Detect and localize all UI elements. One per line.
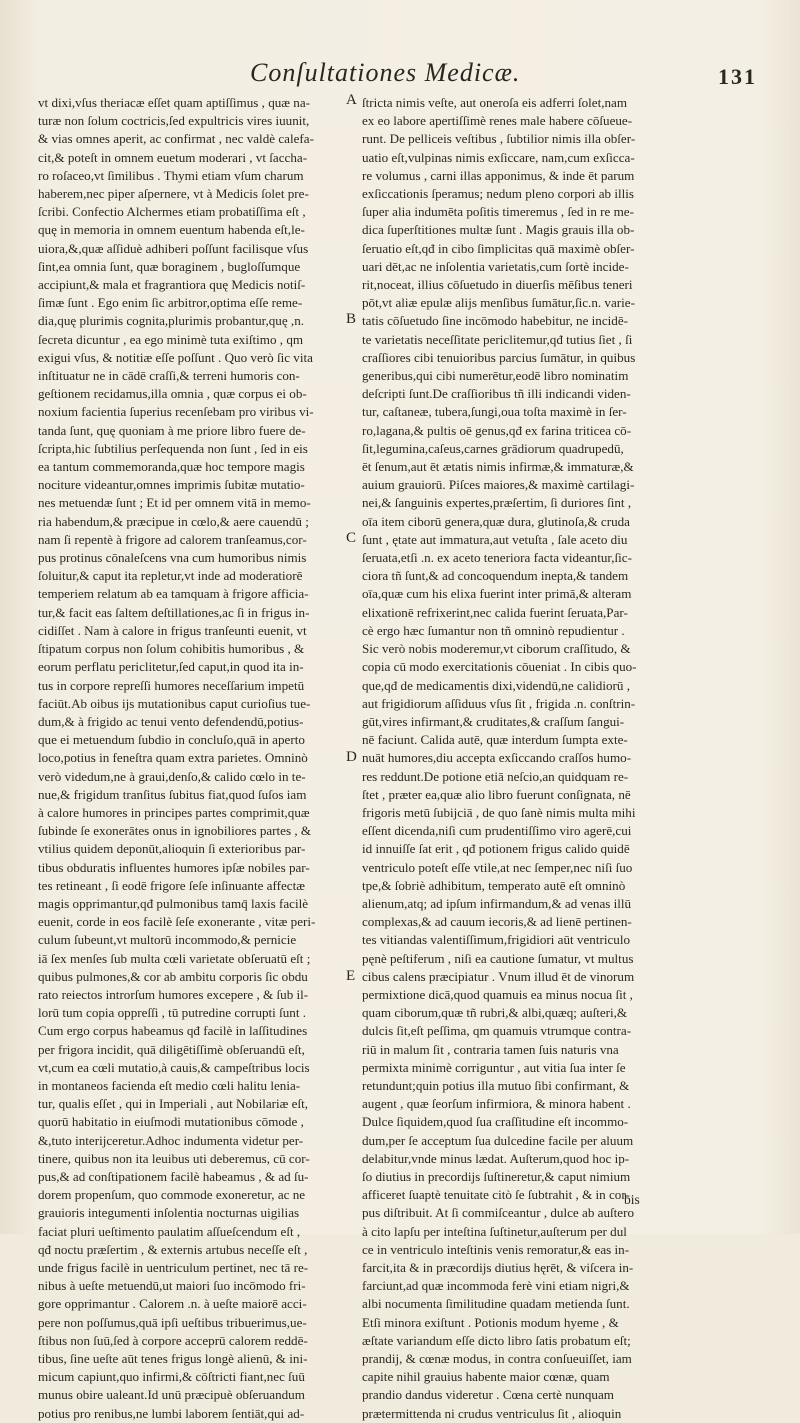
text-line: per frigora incidit, quā diligētiſſimè obſeruandū eſt,: [38, 1041, 305, 1057]
text-line: ēt ſenum,aut ēt ætatis nimis infirmæ,& immaturæ,&: [362, 459, 634, 475]
text-line: ſecreta dicuntur , ea ego minimè tuta exiſtimo , qm: [38, 331, 304, 347]
text-line: prætermittenda ni crudus ventriculus ſit , alioquin: [362, 1405, 622, 1421]
text-line: prandij, & cœnæ modus, in contra conſueuiſſet, iam: [362, 1351, 632, 1367]
text-line: dulcis ſit,eſt peſſima, qm quamuis vtrumque contra-: [362, 1023, 632, 1039]
text-line: ea tantum commemoranda,quæ hoc tempore magis: [38, 459, 305, 475]
text-line: Cum ergo corpus habeamus qđ facilè in laſſitudines: [38, 1023, 308, 1039]
text-line: micum capiunt,quo infirmi,& cōſtricti fiant,nec ſuū: [38, 1369, 305, 1385]
text-line: &,tuto interijceretur.Adhoc indumenta videtur per-: [38, 1132, 304, 1148]
text-line: in montaneos facienda eſt medio cœli halitu lenia-: [38, 1077, 301, 1093]
text-line: tus in corpore repreſſi humores neceſſarium impetū: [38, 677, 305, 693]
text-line: ſo diutius in precordijs ſuſtineretur,& caput nimium: [362, 1168, 631, 1184]
text-line: cibus calens præcipiatur . Vnum illud ēt de vinorum: [362, 968, 635, 984]
text-line: ſunt , ętate aut immatura,aut vetuſta , ſale aceto diu: [362, 531, 628, 547]
text-line: uiora,&,quæ aſſiduè adhiberi poſſunt facilisque vſus: [38, 240, 309, 256]
text-line: nibus à ueſte metuendū,ut maiori ſuo incōmodo fri-: [38, 1278, 306, 1294]
text-line: ſeruata,etſi .n. ex aceto teneriora facta videantur,ſic-: [362, 550, 632, 566]
text-line: pus protinus cōnaleſcens vna cum humoribus nimis: [38, 550, 307, 566]
text-line: potius pro renibus,ne lumbi laborem ſentiāt,qui ad-: [38, 1405, 305, 1421]
text-line: ro roſaceo,vt ſimilibus . Thymi etiam vſum charum: [38, 167, 304, 183]
text-line: pōt,vt aliæ epulæ alijs menſibus ſumātur,ſic.n. varie-: [362, 295, 635, 311]
text-line: ſeruatio eſt,qđ in cibo ſimplicitas quā maximè obſer-: [362, 240, 635, 256]
text-line: pus,& ad conſtipationem facilè habeamus , & ad ſu-: [38, 1168, 309, 1184]
text-line: haberem,nec piper aſpernere, vt à Medicis ſolet pre-: [38, 186, 309, 202]
text-line: oīa,quæ cum his elixa fuerint inter primā,& alteram: [362, 586, 632, 602]
text-line: eorum perflatu periclitetur,ſed caput,in quod ita in-: [38, 659, 304, 675]
text-line: dica ſuperſtitiones multæ ſunt . Magis grauis illa ob-: [362, 222, 635, 238]
catchword: bis: [624, 1192, 640, 1207]
text-line: ventriculo poteſt eſſe vtile,at nec ſemper,nec niſi ſuo: [362, 859, 633, 875]
text-line: auium grauiorū. Piſces maiores,& maximè cartilagi-: [362, 477, 635, 493]
text-line: Dulce ſiquidem,quod ſua craſſitudine eſt incommo-: [362, 1114, 629, 1130]
text-line: ſtricta nimis veſte, aut oneroſa eis adferri ſolet,nam: [362, 95, 628, 110]
text-line: Sic verò nobis moderemur,vt ciborum craſſitudo, &: [362, 641, 631, 657]
text-line: aut frigidiorum aſſiduus vſus ſit , frigida .n. conſtrin-: [362, 695, 636, 711]
text-line: turæ non ſolum coctricis,ſed expultricis vires iuunit,: [38, 113, 310, 129]
text-line: tatis cōſuetudo ſine incōmodo habebitur, ne incidē-: [362, 313, 629, 329]
text-line: loco,potius in feneſtra quam extra parietes. Omninò: [38, 750, 308, 766]
text-line: dum,& à frigido ac tenui vento defendendū,potius-: [38, 713, 304, 729]
text-line: à calore humores in principes partes comprimit,quæ: [38, 804, 310, 820]
text-line: dorem propenſum, quo commode exoneretur, ac ne: [38, 1187, 306, 1203]
section-marker-b: B: [346, 311, 357, 327]
text-line: farciunt,ad quæ incommoda ferè vini etiam nigri,&: [362, 1278, 630, 1294]
text-line: tpe,& ſobriè adhibitum, temperato autē eſt omninò: [362, 877, 626, 893]
text-line: tanda ſunt, quę quoniam à me priore libro fuere de-: [38, 422, 306, 438]
text-line: magis opprimantur,qđ pulmonibus tamq̄ laxis facilè: [38, 895, 309, 911]
text-line: quę in memoria in omnem euentum habenda eſt,le-: [38, 222, 305, 238]
page-number: 131: [718, 64, 757, 89]
text-line: ro,lagana,& pultis oē genus,qđ ex farina triticea cō-: [362, 422, 632, 438]
text-line: nuāt humores,diu accepta exſiccando craſſos humo-: [362, 750, 632, 766]
text-line: albi nocumenta ſimilitudine quadam metienda ſunt.: [362, 1296, 630, 1312]
section-marker-e: E: [346, 968, 356, 984]
text-line: augent , quæ ſeorſum infirmiora, & minora habent .: [362, 1096, 631, 1112]
text-line: ſubinde ſe exonerātes onus in ignobiliores partes , &: [38, 823, 312, 839]
text-line: iā ſex menſes ſub multa cœli varietate obſeruatū eſt ;: [38, 950, 311, 966]
section-marker-d: D: [346, 749, 357, 765]
text-line: ſimæ ſunt . Ego enim ſic arbitror,optima eſſe reme-: [38, 295, 303, 311]
section-marker-c: C: [346, 530, 357, 546]
text-line: oīa item ciborū genera,quæ dura, glutinoſa,& cruda: [362, 513, 630, 529]
text-line: nes metuendæ ſunt ; Et id per omnem vitā in memo-: [38, 495, 311, 511]
text-line: tur, qualis eſſet , qui in Imperiali , aut Nobilariæ eſt,: [38, 1096, 309, 1112]
text-line: frigoris metū ſubijciā , de quo ſanè nimis multa mihi: [362, 804, 636, 820]
text-line: & vias omnes aperit, ac confirmat , nec valdè calefa-: [38, 131, 314, 147]
text-line: permixta minimè corriguntur , aut vitia ſua inter ſe: [362, 1059, 626, 1075]
text-line: exſiccationis ſperamus; nedum pleno corpori ab illis: [362, 186, 634, 202]
text-line: vt,cum ea cœli mutatio,à cauis,& campeſtribus locis: [38, 1059, 310, 1075]
text-line: qđ noctu præſertim , & externis artubus neceſſe eſt ,: [38, 1241, 308, 1257]
text-line: elixationē refrixerint,nec calida fuerint ſeruata,Par-: [362, 604, 628, 620]
text-line: eſſent dicenda,niſi cum prudentiſſimo viro agerē,cui: [362, 823, 632, 839]
text-line: ſtibus non ſuū,ſed à corpore acceprū calorem reddē-: [38, 1332, 308, 1348]
text-line: tibus, ſine ueſte aūt tenes frigus longè alienū, & ini-: [38, 1351, 308, 1367]
text-line: te varietatis neceſſitate periclitemur,qđ tutius ſiet , ſi: [362, 331, 633, 347]
text-line: rit,noceat, illius cōſuetudo in diuerſis mēſibus teneri: [362, 277, 633, 293]
text-line: retundunt;quin potius illa mutuo ſibi confirmant, &: [362, 1077, 630, 1093]
text-line: tes retineant , ſi eodē frigore ſeſe inſinuante affectæ: [38, 877, 305, 893]
text-line: ſit,legumina,caſeus,carnes grādiorum quadrupedū,: [362, 440, 624, 456]
text-line: æſtate variandum eſſe dicto libro ſatis probatum eſt;: [362, 1332, 631, 1348]
text-line: permixtione dicā,quod quamuis ea minus nocua ſit ,: [362, 986, 633, 1002]
text-line: faciat pluri ueſtimento paulatim aſſueſcendum eſt ,: [38, 1223, 301, 1239]
text-line: tibus obduratis influentes humores ipſæ nobiles par-: [38, 859, 310, 875]
text-line: uari dēt,ac ne inſolentia varietatis,cum ſortè incide-: [362, 258, 629, 274]
text-line: nei,& ſanguinis expertes,præſertim, ſi duriores ſint ,: [362, 495, 632, 511]
text-line: nociture videantur,omnes imprimis ſubitæ mutatio-: [38, 477, 305, 493]
text-line: tes vitiandas valentiſſimum,frigidiori aūt ventriculo: [362, 932, 630, 948]
text-line: afficeret ſuaptè tenuitate citò ſe ſubtrahit , & in cor-: [362, 1187, 630, 1203]
text-line: pus diſtribuit. At ſi commiſceantur , dulce ab auſtero: [362, 1205, 634, 1221]
text-line: craſſiores cibi tenuioribus parcius ſumātur, in quibus: [362, 349, 636, 365]
section-marker-a: A: [346, 92, 357, 108]
text-line: ſoluitur,& caput ita repletur,vt inde ad moderatiorē: [38, 568, 303, 584]
text-line: ſtipatum corpus non ſolum cohibitis humoribus , &: [38, 641, 305, 657]
text-line: nē faciunt. Calida autē, quæ interdum ſumpta exte-: [362, 732, 628, 748]
text-line: geſtionem recidamus,illa omnia , quæ corpus ei ob-: [38, 386, 307, 402]
text-line: nue,& frigidum tranſitus ſubitus fiat,quod ſuſos iam: [38, 786, 307, 802]
text-line: unde frigus facilè in uentriculum pertinet, nec tā re-: [38, 1260, 309, 1275]
text-line: quorū habitatio in eiuſmodi mutationibus cōmode ,: [38, 1114, 304, 1130]
text-line: riū in malum ſit , contraria tamen ſuis naturis vna: [362, 1041, 619, 1057]
text-line: ſuper alia indumēta poſitis timeremus , ſed in re me-: [362, 204, 634, 220]
text-line: faciūt.Ab oibus ijs mutationibus caput curioſius tue-: [38, 695, 311, 711]
text-line: ex eo labore apertiſſimè renes male habere cōſueue-: [362, 113, 633, 129]
text-line: rato reiectos introrſum humores excepere , & ſub il-: [38, 986, 309, 1002]
text-line: dia,quę plurimis cognita,plurimis probantur,quę ,n.: [38, 313, 305, 329]
text-line: cè ergo hæc ſumantur non tñ omninò repudientur .: [362, 622, 625, 638]
text-line: prandio dandus videretur . Cœna certè nunquam: [362, 1387, 614, 1403]
text-line: ciora tñ ſunt,& ad concoquendum inepta,& tandem: [362, 568, 629, 584]
text-line: quibus pulmones,& cor ab ambitu corporis ſic obdu: [38, 968, 308, 984]
text-line: res reddunt.De potione etiā neſcio,an quidquam re-: [362, 768, 629, 784]
text-line: complexas,& ad cauum iecoris,& ad lienē pertinen-: [362, 914, 632, 930]
text-line: inſtituatur ne in cādē craſſi,& terreni humoris con-: [38, 368, 300, 384]
right-column: [362, 94, 680, 1423]
text-line: pere non poſſumus,quā ipſi ueſtibus tribuerimus,ue-: [38, 1314, 307, 1330]
text-line: ria habendum,& præcipue in cœlo,& aere cauendū ;: [38, 513, 309, 529]
text-line: verò videdum,ne à graui,denſo,& calido cœlo in te-: [38, 768, 306, 784]
text-line: ſcripta,hic ſubtilius perſequenda non ſunt , ſed in eis: [38, 440, 308, 456]
left-column: [38, 94, 343, 1423]
text-line: temperiem relatum ab ea tamquam à frigore afficia-: [38, 586, 309, 602]
text-line: capite nihil grauius habente maior cœnæ, quam: [362, 1369, 610, 1385]
text-line: à cito lapſu per inteſtina ſuſtinetur,auſterum per dul: [362, 1223, 627, 1239]
text-line: nam ſi repentè à frigore ad calorem tranſeamus,cor-: [38, 531, 307, 547]
text-line: euenit, corde in eos facilè ſeſe exonerante , vitæ peri-: [38, 914, 316, 930]
text-line: pęnè peſtiferum , niſi ea cautione ſumatur, vt multus: [362, 950, 634, 966]
text-line: farcit,ita & in præcordijs diutius hęrēt, & viſcera in-: [362, 1260, 634, 1275]
text-line: tinere, quibus non ita leuibus uti deberemus, cū cor-: [38, 1150, 310, 1166]
text-line: ſcribi. Confectio Alchermes etiam probatiſſima eſt ,: [38, 204, 306, 220]
text-line: deſcripti ſunt.De craſſioribus tñ illi indicandi viden-: [362, 386, 631, 402]
text-line: ce in ventriculo inteſtinis venis remoratur,& eas in-: [362, 1241, 630, 1257]
text-line: id innuiſſe ſat erit , qđ potionem frigus calido quidē: [362, 841, 630, 857]
text-line: re volumus , carni illas apponimus, & inde ēt parum: [362, 167, 635, 183]
text-line: accipiunt,& mala et fragrantiora quę Medicis notiſ-: [38, 277, 306, 293]
text-line: vt dixi,vſus theriacæ eſſet quam aptiſſimus , quæ na-: [38, 95, 311, 110]
running-title: Conſultationes Medicæ.: [250, 58, 521, 87]
text-line: munus obire ualeant.Id unū præcipuè obſeruandum: [38, 1387, 305, 1403]
text-line: tur,& facit eas ſaltem deſtillationes,ac ſi in frigus in-: [38, 604, 310, 620]
text-line: ſint,ea omnia ſunt, quæ boraginem , bugloſſumque: [38, 258, 301, 274]
text-line: copia cū modo exercitationis cōueniat . In cibis quo-: [362, 659, 637, 675]
text-line: gūt,vires infirmant,& cruditates,& craſſum ſangui-: [362, 713, 625, 729]
text-line: alienum,atq; ad ipſum infirmandum,& ad venas illū: [362, 895, 632, 911]
text-line: noxium facientia ſuperius recenſebam pro viribus vi-: [38, 404, 314, 420]
text-line: que ei metuendum ſubdio in concluſo,quā in aperto: [38, 732, 305, 748]
text-line: ſtet , præter ea,quæ alio libro fuerunt conſignata, nē: [362, 786, 631, 802]
text-line: uatio eſt,vulpinas nimis exſiccare, nam,cum exſicca-: [362, 149, 635, 165]
text-line: vtilius quidem deponūt,alioquin ſi exterioribus par-: [38, 841, 306, 857]
text-line: grauioris integumenti inſolentia nocturnas uigilias: [38, 1205, 300, 1221]
text-line: runt. De pelliceis veſtibus , ſubtilior nimis illa obſer-: [362, 131, 636, 147]
text-line: quam ciborum,quæ tñ rubri,& albi,quæq; auſteri,&: [362, 1005, 628, 1021]
text-line: delabitur,vnde minus lædat. Auſterum,quod hoc ip-: [362, 1150, 630, 1166]
text-line: culum ſubeunt,vt multorū incommodo,& pernicie: [38, 932, 297, 948]
text-line: cit,& poteſt in omnem euetum moderari , vt ſaccha-: [38, 149, 308, 165]
text-line: dum,per ſe acceptum ſua dulcedine facile per aluum: [362, 1132, 634, 1148]
text-line: exigui vſus, & notitiæ eſſe poſſunt . Quo verò ſic vita: [38, 349, 313, 365]
text-line: Etſi minora exiſtunt . Potionis modum hyeme , &: [362, 1314, 619, 1330]
text-line: cidiſſet . Nam à calore in frigus tranſeunti euenit, vt: [38, 622, 307, 638]
text-line: tur, caſtaneæ, tubera,ſungi,oua toſta maximè in ſer-: [362, 404, 627, 420]
text-line: que,qđ de medicamentis dixi,videndū,ne calidiorū ,: [362, 677, 630, 693]
text-line: gore opprimantur . Calorem .n. à ueſte maiorē acci-: [38, 1296, 307, 1312]
text-line: generibus,qui cibi numerētur,eodē libro nominatim: [362, 368, 629, 384]
text-line: lorū tum copia oppreſſi , tū putredine corrupti ſunt .: [38, 1005, 306, 1021]
